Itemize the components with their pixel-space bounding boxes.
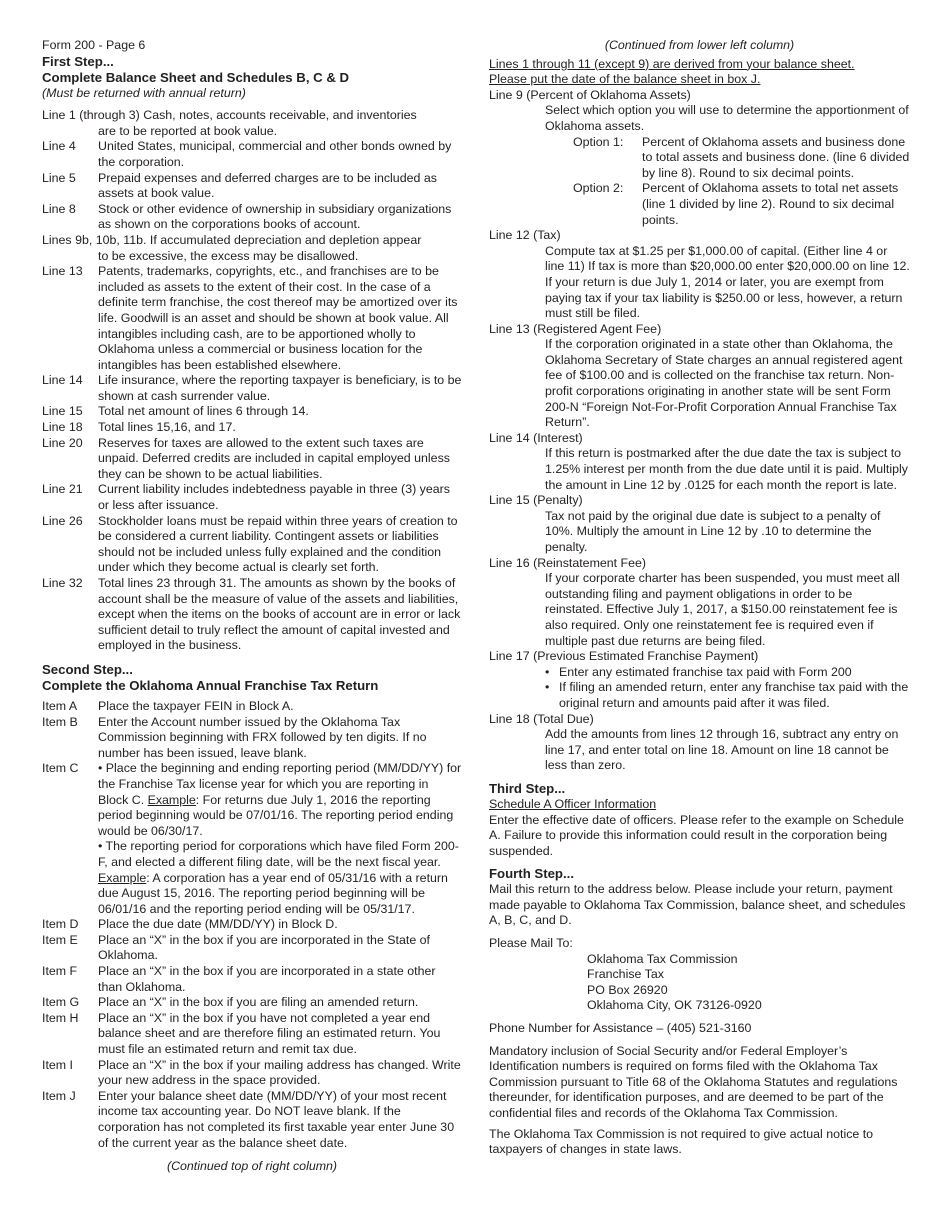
line-text: United States, municipal, commercial and other bonds owned by the corporation. (98, 139, 452, 169)
line-label: Line 21 (42, 482, 83, 497)
item-label: Item C (42, 761, 79, 776)
line-item (42, 171, 462, 202)
page-label: Form 200 - Page 6 (42, 38, 146, 52)
option-text: Percent of Oklahoma assets and business done to total assets and business done. (line 6 divided by line 8). Round to six decimal points. (642, 134, 910, 180)
item-text: Place an “X” in the box if you are incorporated in the State of Oklahoma. (98, 932, 430, 963)
item-label: Item F (42, 964, 78, 979)
balance-sheet-intro-2: Please put the date of the balance sheet in box J. (489, 72, 761, 87)
line-label: Line 20 (42, 435, 83, 450)
item-row (42, 715, 462, 762)
continued-note-right: (Continued from lower left column) (604, 38, 795, 52)
first-step-note: (Must be returned with annual return) (42, 85, 246, 100)
line-label: Line 32 (42, 576, 83, 590)
line-label: Line 14 (42, 373, 83, 388)
bullet-icon: • (545, 664, 550, 679)
bullet-item (489, 665, 910, 681)
mail-label: Please Mail To: (489, 936, 573, 951)
line-label: Line 8 (42, 201, 76, 216)
line-text: Prepaid expenses and deferred charges are to be included as assets at book value. (98, 170, 437, 201)
item-text: Enter the Account number issued by the Oklahoma Tax Commission beginning with FRX followed by ten digits. If no number has been issued, leave blank. (98, 714, 427, 760)
line-text: Total net amount of lines 6 through 14. (98, 404, 309, 419)
item-label: Item J (42, 1088, 76, 1103)
line-text: Reserves for taxes are allowed to the extent such taxes are unpaid. Deferred credits are included in capital employed unless they can be shown to be actual liabilities. (98, 435, 450, 481)
section-head: Line 13 (Registered Agent Fee) (489, 321, 662, 336)
fourth-step-title: Fourth Step... (489, 866, 574, 882)
item-row (42, 699, 462, 715)
option-text: Percent of Oklahoma assets to total net assets (line 1 divided by line 2). Round to six decimal points. (642, 181, 899, 227)
line-item (42, 264, 462, 373)
section-text: Select which option you will use to determine the apportionment of Oklahoma assets. (545, 103, 909, 133)
line-item (42, 404, 462, 420)
item-row (42, 933, 462, 964)
line-text: Patents, trademarks, copyrights, etc., and franchises are to be included as assets to the extent of their cost. In the case of a definite term franchise, the cost thereof may be amortized over its life. Goodwill is an asset and should be shown at book value. All intangibles including cash, are to be apportioned wholly to Oklahoma unless a commercial or business location for the intangibles has been established elsewhere. (98, 264, 458, 372)
bullet-text: Enter any estimated franchise tax paid with Form 200 (559, 664, 852, 679)
lines-9-cont: to be excessive, the excess may be disallowed. (98, 248, 359, 263)
item-label: Item B (42, 714, 78, 729)
item-row (42, 964, 462, 995)
item-row (42, 1089, 462, 1151)
lines-9-text: Lines 9b, 10b, 11b. If accumulated depreciation and depletion appear (42, 232, 422, 247)
section-head: Line 18 (Total Due) (489, 711, 594, 726)
item-row (42, 761, 462, 917)
bullet-icon: • (545, 680, 550, 695)
example-word: Example (147, 792, 196, 807)
section-head: Line 16 (Reinstatement Fee) (489, 555, 647, 570)
line-item (42, 482, 462, 513)
item-label: Item I (42, 1057, 73, 1072)
item-label: Item A (42, 698, 78, 713)
second-step-title: Second Step... (42, 661, 133, 677)
option-label: Option 1: (573, 134, 624, 149)
line-1-cont: are to be reported at book value. (98, 123, 278, 138)
mandatory-text: Mandatory inclusion of Social Security and/or Federal Employer’s Identification numbers is required on forms filed with the Oklahoma Tax Commission pursuant to Title 68 of the Oklahoma Statutes and regulations thereunder, for identification purposes, and are deemed to be part of the confidential files and records of the Oklahoma Tax Commission. (489, 1043, 898, 1120)
left-column (42, 38, 462, 1175)
item-row (42, 1011, 462, 1058)
notice-text: The Oklahoma Tax Commission is not required to give actual notice to taxpayers of changes in state laws. (489, 1126, 874, 1157)
line-text: Total lines 23 through 31. The amounts as shown by the books of account shall be the measure of value of the assets and liabilities, except when the items on the books of account are in error or lack sufficient detail to truly reflect the amount of capital invested and employed in the business. (98, 576, 461, 653)
item-c-p2-post: : A corporation has a year end of 05/31/16 with a return due August 15, 2016. The reporting period beginning will be 06/01/16 and the reporting period ending will be 05/31/17. (98, 870, 448, 916)
line-item (42, 514, 462, 576)
section-text: Add the amounts from lines 12 through 16, subtract any entry on line 17, and enter total on line 18. Amount on line 18 cannot be less than zero. (545, 727, 899, 773)
line-text: Current liability includes indebtedness payable in three (3) years or less after issuance. (98, 482, 450, 513)
section-head: Line 12 (Tax) (489, 228, 561, 243)
example-word: Example (98, 870, 147, 885)
item-text: Place an “X” in the box if you have not completed a year end balance sheet and are therefore filing an estimated return. You must file an estimated return and remit tax due. (98, 1010, 441, 1057)
item-row (42, 1058, 462, 1089)
section-text: Compute tax at $1.25 per $1,000.00 of capital. (Either line 4 or line 11) If tax is more than $20,000.00 enter $20,000.00 on line 12. If your return is due July 1, 2014 or later, you are exempt from paying tax if your tax liability is $250.00 or less, however, a return must still be filed. (545, 243, 910, 321)
section-text: If this return is postmarked after the due date the tax is subject to 1.25% interest per month from the due date until it is paid. Multiply the amount in Line 12 by .0125 for each month the report is late. (545, 446, 908, 492)
item-text: Place an “X” in the box if you are filing an amended return. (98, 995, 419, 1010)
item-label: Item E (42, 932, 78, 947)
line-text: Total lines 15,16, and 17. (98, 420, 236, 435)
line-item (42, 373, 462, 404)
line-item (42, 420, 462, 436)
item-text: Place the taxpayer FEIN in Block A. (98, 698, 294, 713)
line-label: Line 15 (42, 404, 83, 419)
line-item (42, 576, 462, 654)
schedule-a-head: Schedule A Officer Information (489, 796, 657, 811)
line-label: Line 5 (42, 170, 76, 185)
option-row (489, 181, 910, 228)
continued-note-left: (Continued top of right column) (166, 1159, 338, 1174)
item-text: Place the due date (MM/DD/YY) in Block D. (98, 917, 338, 932)
address-line: PO Box 26920 (587, 982, 668, 997)
item-label: Item H (42, 1010, 79, 1025)
item-c-text (98, 761, 462, 917)
item-c-p1-pre: • Place the beginning and ending reporting period (MM/DD/YY) for the Franchise Tax license year for which you are reporting in Block C. (98, 761, 462, 807)
section-head: Line 15 (Penalty) (489, 493, 583, 508)
section-text: If your corporate charter has been suspended, you must meet all outstanding filing and payment obligations in order to be reinstated. Effective July 1, 2017, a $150.00 reinstatement fee is also required. Only one reinstatement fee is required even if multiple past due returns are being filed. (545, 571, 900, 648)
address-line: Oklahoma Tax Commission (587, 951, 738, 966)
bullet-item (489, 680, 910, 711)
line-label: Line 18 (42, 420, 83, 435)
line-item (42, 436, 462, 483)
schedule-a-text: Enter the effective date of officers. Please refer to the example on Schedule A. Failure to provide this information could result in the corporation being suspended. (489, 812, 904, 858)
address-line: Oklahoma City, OK 73126-0920 (587, 998, 762, 1013)
line-item (42, 139, 462, 170)
item-row (42, 995, 462, 1011)
section-head: Line 14 (Interest) (489, 430, 583, 445)
item-row (42, 917, 462, 933)
fourth-step-text: Mail this return to the address below. Please include your return, payment made payable to Oklahoma Tax Commission, balance sheet, and schedules A, B, C, and D. (489, 882, 906, 928)
line-item (42, 202, 462, 233)
balance-sheet-intro: Lines 1 through 11 (except 9) are derived from your balance sheet. (489, 56, 855, 71)
item-label: Item D (42, 917, 79, 932)
item-text: Place an “X” in the box if you are incorporated in a state other than Oklahoma. (98, 964, 436, 994)
section-text: Tax not paid by the original due date is subject to a penalty of 10%. Multiply the amount in Line 12 by .10 to determine the penalty. (545, 508, 881, 554)
section-head: Line 17 (Previous Estimated Franchise Payment) (489, 649, 759, 664)
line-text: Stock or other evidence of ownership in subsidiary organizations as shown on the corporations books of account. (98, 201, 452, 232)
item-c-p1-post: : For returns due July 1, 2016 the reporting period beginning would be 07/01/16. The reporting period ending would be 06/30/17. (98, 792, 454, 838)
line-text: Stockholder loans must be repaid within three years of creation to be considered a current liability. Contingent assets or liabilities should not be included unless fully explained and the condition under which they become actual is clearly set forth. (98, 513, 458, 575)
address-line: Franchise Tax (587, 967, 664, 982)
option-row (489, 135, 910, 182)
item-label: Item G (42, 995, 80, 1010)
section-head: Line 9 (Percent of Oklahoma Assets) (489, 87, 691, 102)
right-column (489, 38, 910, 1158)
first-step-title: First Step... (42, 53, 114, 69)
third-step-title: Third Step... (489, 780, 566, 796)
line-label: Line 4 (42, 139, 76, 154)
section-text: If the corporation originated in a state other than Oklahoma, the Oklahoma Secretary of State charges an annual registered agent fee of $100.00 and is collected on the franchise tax return. Non-profit corporations originating in another state will be sent Form 200-N “Foreign Not-For-Profit Corporation Annual Franchise Tax Return”. (545, 337, 903, 430)
line-label: Line 26 (42, 513, 83, 528)
first-step-subtitle: Complete Balance Sheet and Schedules B, C & D (42, 69, 350, 85)
item-c-p2-pre: • The reporting period for corporations which have filed Form 200-F, and elected a different filing date, will be the next fiscal year. (98, 839, 459, 869)
bullet-text: If filing an amended return, enter any franchise tax paid with the original return and amounts paid after it was filed. (559, 680, 909, 710)
phone-number: Phone Number for Assistance – (405) 521-3160 (489, 1021, 752, 1036)
item-text: Enter your balance sheet date (MM/DD/YY) of your most recent income tax accounting year. Do NOT leave blank. If the corporation has not completed its first taxable year enter June 30 of the current year as the balance sheet date. (98, 1088, 455, 1150)
line-label: Line 13 (42, 264, 83, 279)
second-step-subtitle: Complete the Oklahoma Annual Franchise Tax Return (42, 677, 379, 693)
line-text: Life insurance, where the reporting taxpayer is beneficiary, is to be shown at cash surrender value. (98, 373, 462, 403)
line-1-text: Line 1 (through 3) Cash, notes, accounts receivable, and inventories (42, 108, 417, 123)
option-label: Option 2: (573, 181, 624, 196)
item-text: Place an “X” in the box if your mailing address has changed. Write your new address in the space provided. (98, 1057, 461, 1088)
